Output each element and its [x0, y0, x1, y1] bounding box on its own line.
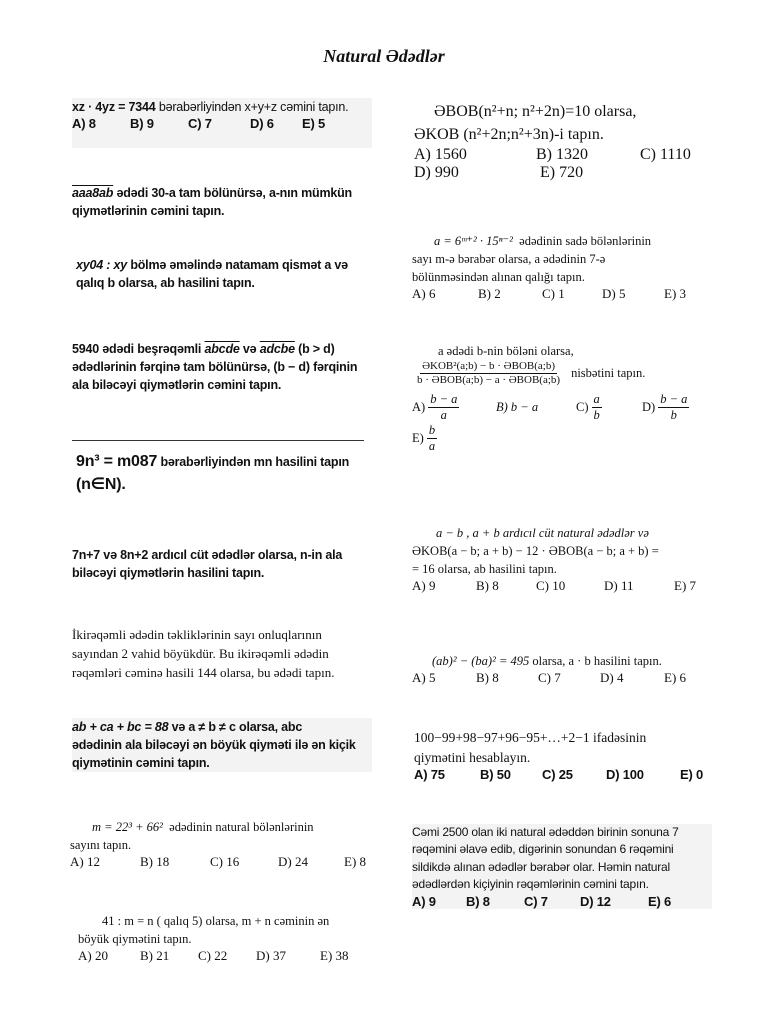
option-c[interactable]: C) 7: [524, 893, 548, 909]
answer-options: [414, 164, 734, 182]
option-label: C): [576, 399, 589, 414]
option-b[interactable]: B) 1320: [536, 146, 588, 164]
problem-text: ƏKOB(a − b; a + b) − 12 · ƏBOB(a − b; a + b) =: [412, 544, 659, 559]
option-a[interactable]: A) 6: [412, 286, 436, 302]
problem-expression: ab + ca + bc = 88: [72, 720, 169, 734]
option-c[interactable]: C) 7: [188, 116, 212, 132]
option-a[interactable]: A) 75: [414, 767, 445, 783]
option-c[interactable]: C) 22: [198, 948, 228, 964]
problem-left-4: [72, 340, 382, 394]
problem-left-8: [72, 718, 372, 772]
option-a[interactable]: A) 9: [412, 578, 436, 594]
answer-options: [412, 286, 722, 302]
answer-options: [78, 948, 378, 964]
problem-text: 100−99+98−97+96−95+…+2−1 ifadəsinin: [414, 730, 647, 745]
option-d[interactable]: D) 990: [414, 164, 459, 182]
answer-options: [412, 670, 732, 686]
number-adcbe: adcbe: [259, 342, 295, 356]
option-b[interactable]: B) 18: [140, 854, 170, 870]
condition: (b > d): [298, 342, 335, 356]
problem-text: ədədinin sadə bölənlərinin: [519, 234, 652, 248]
problem-text: ƏKOB (n²+2n;n²+3n)-i tapın.: [414, 126, 604, 144]
answer-options: [414, 767, 734, 782]
option-c[interactable]: C) 1110: [640, 146, 691, 164]
option-e[interactable]: E) 7: [674, 578, 697, 594]
problem-expression: xy04 : xy: [76, 258, 128, 272]
fraction-denominator: b: [593, 407, 600, 422]
option-d[interactable]: D) 5: [602, 286, 626, 302]
problem-text: rəqəmləri cəminə hasili 144 olarsa, bu ədədi tapın.: [72, 664, 335, 680]
fraction-denominator: a: [440, 407, 447, 422]
problem-left-5: [76, 450, 386, 496]
option-e[interactable]: E) 38: [320, 948, 349, 964]
answer-options: [412, 894, 712, 909]
option-b[interactable]: B) 50: [480, 767, 511, 783]
problem-text: nisbətini tapın.: [571, 366, 646, 381]
option-label: D): [642, 399, 656, 414]
problem-right-4: [412, 524, 732, 594]
problem-text: ədədinin natural bölənlərinin: [169, 820, 314, 834]
fraction-denominator: a: [428, 438, 436, 453]
option-e[interactable]: E) 720: [540, 164, 584, 182]
option-a[interactable]: A) 12: [70, 854, 100, 870]
option-a[interactable]: A) 5: [412, 670, 436, 686]
fraction-numerator: b − a: [430, 391, 458, 406]
answer-options: [72, 116, 372, 131]
option-label: A): [412, 399, 426, 414]
option-a[interactable]: A) 8: [72, 116, 96, 132]
answer-options: [412, 578, 732, 594]
option-a[interactable]: A) 20: [78, 948, 108, 964]
problem-text: a ədədi b-nin böləni olarsa,: [438, 344, 574, 358]
problem-left-1: [72, 98, 372, 148]
option-a[interactable]: A) 9: [412, 893, 436, 909]
option-d[interactable]: D) 100: [606, 767, 644, 783]
problem-text: 41 : m = n ( qalıq 5) olarsa, m + n cəminin ən: [102, 914, 330, 928]
problem-expression: aaa8ab: [72, 186, 114, 200]
problem-text: qalıq b olarsa, ab hasilini tapın.: [76, 276, 255, 291]
problem-left-2: [72, 184, 382, 220]
problem-expression: (ab)² − (ba)² = 495: [432, 654, 530, 668]
option-a[interactable]: A) 1560: [414, 146, 467, 164]
option-d[interactable]: D) 6: [250, 116, 274, 132]
problem-text: 7n+7 və 8n+2 ardıcıl cüt ədədlər olarsa, n-in ala: [72, 548, 343, 562]
option-d[interactable]: D) 12: [580, 893, 611, 909]
problem-text: olarsa, a · b hasilini tapın.: [532, 654, 662, 668]
problem-text: İkirəqəmli ədədin təkliklərinin sayı onluqlarının: [72, 627, 322, 642]
problem-left-6: [72, 546, 382, 582]
option-d[interactable]: D) 4: [600, 670, 624, 686]
problem-left-3: [76, 256, 386, 292]
problem-text: bölmə əməlində natamam qismət a və: [130, 258, 348, 272]
problem-left-10: [78, 912, 378, 964]
problem-right-3: [412, 342, 732, 454]
problem-left-9: [70, 818, 380, 870]
problem-text: bərabərliyindən x+y+z cəmini tapın.: [158, 100, 349, 114]
option-c[interactable]: [576, 392, 642, 423]
problem-text: ədədlərdən kiçiyinin rəqəmlərinin cəmini tapın.: [412, 877, 649, 892]
problem-text: və: [242, 342, 257, 356]
fraction-numerator: b − a: [660, 391, 688, 406]
problem-text: ədədlərinin fərqinə tam bölünürsə, (b − d) fərqinin: [72, 360, 358, 375]
number-abcde: abcde: [204, 342, 240, 356]
fraction-denominator: b: [670, 407, 677, 422]
option-b[interactable]: B) 2: [478, 286, 501, 302]
problem-text: bərabərliyindən mn hasilini tapın: [160, 455, 350, 469]
option-d[interactable]: D) 37: [256, 948, 286, 964]
option-b[interactable]: B) 21: [140, 948, 170, 964]
problem-text: böyük qiymətini tapın.: [78, 932, 192, 947]
problem-text: qiymətinin cəmini tapın.: [72, 756, 210, 771]
option-e[interactable]: E) 5: [302, 116, 326, 132]
problem-text: = 16 olarsa, ab hasilini tapın.: [412, 562, 557, 577]
expression-fraction: [415, 360, 562, 387]
problem-text: qiymətini hesablayın.: [414, 749, 531, 765]
problem-right-7: [412, 824, 712, 909]
problem-left-7: [72, 626, 382, 683]
option-b[interactable]: B) 8: [466, 893, 490, 909]
problem-text: və a ≠ b ≠ c olarsa, abc: [171, 720, 303, 734]
problem-text: a − b , a + b ardıcıl cüt natural ədədlər və: [436, 526, 649, 540]
problem-text: ala biləcəyi qiymətlərin cəmini tapın.: [72, 378, 282, 393]
option-d[interactable]: D) 24: [278, 854, 308, 870]
problem-text: 5940 ədədi beşrəqəmli: [72, 342, 202, 356]
problem-text: qiymətlərinin cəmini tapın.: [72, 204, 225, 219]
problem-text: sayını tapın.: [70, 838, 132, 853]
problem-right-6: [414, 728, 734, 782]
option-b[interactable]: B) 9: [130, 116, 154, 132]
answer-options: [414, 146, 734, 164]
option-c[interactable]: C) 16: [210, 854, 240, 870]
answer-options: [412, 392, 732, 423]
problem-expression: m = 22³ + 66²: [92, 820, 163, 834]
option-e[interactable]: [412, 423, 732, 454]
option-e[interactable]: E) 6: [664, 670, 687, 686]
option-e[interactable]: E) 3: [664, 286, 687, 302]
problem-expression: xz · 4yz = 7344: [72, 100, 156, 114]
page-title: Natural Ədədlər: [323, 46, 445, 66]
problem-text: ədədi 30-a tam bölünürsə, a-nın mümkün: [116, 186, 352, 200]
problem-text: ƏBOB(n²+n; n²+2n)=10 olarsa,: [434, 103, 637, 120]
option-b[interactable]: B) b − a: [496, 399, 539, 414]
problem-right-5: [412, 652, 732, 686]
problem-text: Cəmi 2500 olan iki natural ədəddən birinin sonuna 7: [412, 825, 679, 839]
option-c[interactable]: C) 7: [538, 670, 561, 686]
problem-text: ədədinin ala biləcəyi ən böyük qiyməti ilə ən kiçik: [72, 738, 356, 753]
fraction-denominator: b · ƏBOB(a;b) − a · ƏBOB(a;b): [417, 374, 561, 387]
problem-right-1: [414, 100, 734, 182]
problem-text: sildikdə alınan ədədlər bərabər olar. Həmin natural: [412, 859, 670, 874]
option-e[interactable]: E) 6: [648, 893, 672, 909]
option-d[interactable]: [642, 392, 692, 423]
option-b[interactable]: B) 8: [476, 670, 499, 686]
option-label: E): [412, 430, 424, 445]
problem-text: sayından 2 vahid böyükdür. Bu ikirəqəmli ədədin: [72, 645, 329, 661]
fraction-numerator: a: [593, 391, 600, 406]
divider: [72, 440, 364, 441]
option-c[interactable]: C) 10: [536, 578, 566, 594]
option-c[interactable]: C) 25: [542, 767, 573, 783]
option-d[interactable]: D) 11: [604, 578, 634, 594]
fraction-numerator: ƏKOB²(a;b) − b · ƏBOB(a;b): [420, 360, 557, 374]
option-e[interactable]: E) 8: [344, 854, 367, 870]
problem-text: sayı m-ə bərabər olarsa, a ədədinin 7-ə: [412, 252, 606, 267]
condition: (n∈N).: [76, 476, 126, 494]
option-c[interactable]: C) 1: [542, 286, 565, 302]
problem-expression: a = 6ᵐ⁺² · 15ⁿ⁻²: [434, 234, 513, 248]
option-b[interactable]: B) 8: [476, 578, 499, 594]
problem-text: rəqəmini əlavə edib, digərinin sonundan 6 rəqəmini: [412, 842, 674, 857]
option-e[interactable]: E) 0: [680, 767, 704, 783]
problem-right-2: [412, 232, 722, 302]
answer-options: [70, 854, 380, 870]
problem-text: bölünməsindən alınan qalığı tapın.: [412, 270, 585, 285]
problem-expression: 9n³ = m087: [76, 453, 158, 470]
problem-text: biləcəyi qiymətlərin hasilini tapın.: [72, 566, 265, 581]
option-a[interactable]: [412, 392, 496, 423]
fraction-numerator: b: [428, 422, 436, 437]
